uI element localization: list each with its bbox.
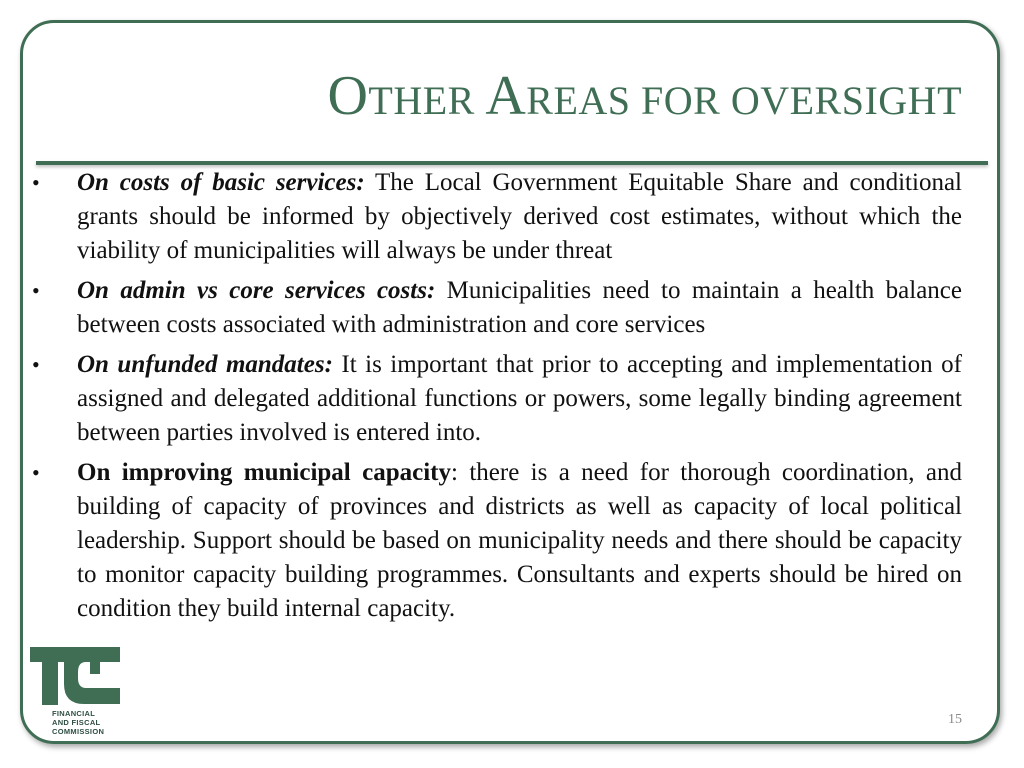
bullet-item [30, 456, 962, 626]
bullet-list [30, 166, 962, 632]
title-divider [36, 161, 988, 165]
logo-wordmark: FINANCIAL AND FISCAL COMMISSION [52, 709, 105, 736]
bullet-lead: On costs of basic services: [77, 169, 365, 196]
bullet-lead: On improving municipal capacity [77, 459, 451, 486]
bullet-item [30, 274, 962, 342]
bullet-icon: • [32, 278, 40, 303]
slide-title: OTHER AREAS FOR OVERSIGHT [327, 65, 962, 127]
bullet-item [30, 348, 962, 450]
page-number: 15 [948, 712, 962, 727]
bullet-text: The Local Government Equitable Share and conditional grants should be informed by objectively derived cost estimates, without which the viability of municipalities will always be under threat [77, 169, 962, 264]
bullet-text: : there is a need for thorough coordination, and building of capacity of provinces and districts as well as capacity of local political leadership. Support should be based on municipality needs and there should be capacity to monitor capacity building programmes. Consultants and experts should be hired on condition they build internal capacity. [77, 459, 963, 622]
bullet-icon: • [32, 170, 40, 195]
bullet-icon: • [32, 460, 40, 485]
bullet-icon: • [32, 352, 40, 377]
bullet-text: Municipalities need to maintain a health balance between costs associated with administration and core services [77, 277, 963, 338]
bullet-text: It is important that prior to accepting and implementation of assigned and delegated additional functions or powers, some legally binding agreement between parties involved is entered into. [77, 351, 962, 446]
bullet-lead: On unfunded mandates: [77, 351, 333, 378]
bullet-item [30, 166, 962, 268]
bullet-lead: On admin vs core services costs: [77, 277, 436, 304]
